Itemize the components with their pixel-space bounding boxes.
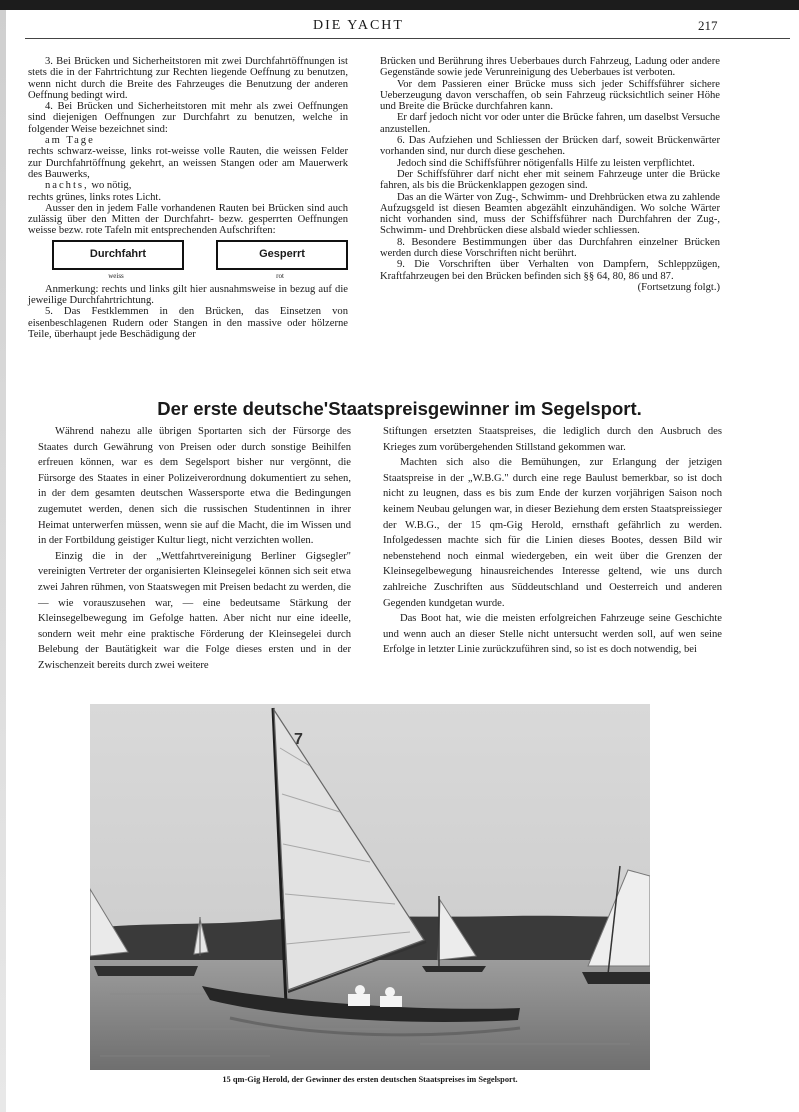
article-column-right xyxy=(383,424,722,658)
left-boat-hull xyxy=(94,966,198,976)
continuation-note: (Fortsetzung folgt.) xyxy=(637,281,720,293)
rule-5-continuation: Brücken und Berührung ihres Ueberbaues durch Fahrzeug, Ladung oder andere Gegenstände sowie jede Verunreinigung des Ueberbaues ist verboten. xyxy=(380,56,720,79)
regulations-column-right xyxy=(380,56,720,293)
note-paragraph: Anmerkung: rechts und links gilt hier ausnahmsweise in bezug auf die jeweilige Durchfahrtrichtung. xyxy=(28,283,348,307)
article-paragraph: Das Boot hat, wie die meisten erfolgreichen Fahrzeuge seine Geschichte und wenn auch an dieser Stelle nicht untersucht werden soll, auf wen seine Erfolge in letzter Linie zurückzuführen sind, so ist es doch notwendig, bei xyxy=(383,613,722,656)
sign-durchfahrt: Durchfahrt xyxy=(52,240,184,270)
testing-paragraph: Er darf jedoch nicht vor oder unter die Brücke fahren, um daselbst Versuche anzustellen. xyxy=(380,112,720,135)
right-boat-hull xyxy=(582,972,650,984)
rule-3-paragraph: 3. Bei Brücken und Sicherheitstoren mit zwei Durchfahrtöffnungen ist stets die in der Fahrtrichtung zur Rechten liegende Oeffnung zu benutzen, wenn nicht durch die Breite des Fahrzeuges die Benutzung der anderen Oeffnung bedingt wird. xyxy=(28,56,348,101)
article-headline: Der erste deutsche'Staatspreisgewinner im Segelsport. xyxy=(157,398,642,419)
header-rule xyxy=(25,38,790,39)
sign-durchfahrt-caption: weiss xyxy=(108,271,124,280)
scan-top-border xyxy=(0,0,799,10)
sail-number: 7 xyxy=(294,731,303,748)
article-paragraph: Stiftungen ersetzten Staatspreises, die lediglich durch den Ausbruch des Krieges zum vorübergehenden Stillstand gekommen war. xyxy=(383,426,722,453)
scan-left-edge xyxy=(0,10,6,1112)
sailing-photo-drawing xyxy=(90,704,650,1070)
waiting-paragraph: Der Schiffsführer darf nicht eher mit seinem Fahrzeuge unter die Brücke fahren, als bis die Brückenklappen gezogen sind. xyxy=(380,168,720,192)
day-heading: am Tage xyxy=(44,135,95,147)
sign-gesperrt: Gesperrt xyxy=(216,240,348,270)
sign-gesperrt-caption: rot xyxy=(276,271,284,280)
sign-examples xyxy=(28,240,348,282)
night-qualifier: wo nötig, xyxy=(88,180,132,192)
article-column-left xyxy=(38,424,351,674)
day-marking-text: rechts schwarz-weisse, links rot-weisse volle Rauten, die weissen Felder zur Durchfahrtöffnung gekehrt, an weissen Stangen oder am Mauerwerk des Bauwerks, xyxy=(28,146,348,180)
rule-8-paragraph: 8. Besondere Bestimmungen über das Durchfahren einzelner Brücken werden durch diese Vorschriften nicht berührt. xyxy=(380,236,720,260)
running-head-title: DIE YACHT xyxy=(313,18,404,33)
toll-paragraph: Das an die Wärter von Zug-, Schwimm- und Drehbrücken etwa zu zahlende Aufzugsgeld ist diesen Beamten abgezählt einzuhändigen. Wo solche Wärter nicht vorhanden sind, muss der Schiffsführer nach Durchfahren der Zug-, Schwimm- und Drehbrücken diese alsbald wieder schliessen. xyxy=(380,191,720,237)
middle-boat-hull xyxy=(422,966,486,972)
photo-caption: 15 qm-Gig Herold, der Gewinner des ersten deutschen Staatspreises im Segelsport. xyxy=(222,1075,518,1084)
night-heading: nachts, xyxy=(44,180,89,192)
rule-9-paragraph: 9. Die Vorschriften über Verhalten von Dampfern, Schleppzügen, Kraftfahrzeugen bei den Brücken befinden sich §§ 64, 80, 86 und 87. xyxy=(380,259,720,282)
rule-6-paragraph: 6. Das Aufziehen und Schliessen der Brücken darf, soweit Brückenwärter vorhanden sind, nur durch diese geschehen. xyxy=(380,135,720,158)
sailor-head xyxy=(355,985,365,995)
article-paragraph: Machten sich also die Bemühungen, zur Erlangung der jetzigen Staatspreise in der „W.B.G." durch eine rege Baulust bemerkbar, so ist doch nicht zu leugnen, dass es bis zum Ende der kurzen vorjährigen Saison noch keinem Neubau gelungen war, in dieser Beziehung dem ersten Staatspreissieger der W.B.G., der 15 qm-Gig Herold, ernsthaft gefährlich zu werden. Infolgedessen machte sich für die Linien dieses Bootes, dessen Bild wir nebenstehend noch einmal wiedergeben, ein weit über die Grenzen der Kleinsegelbewegung hinausreichendes Interesse geltend, wie uns durch zahlreiche Zuschriften aus Süddeutschland und Oesterreich und anderen Gegenden kundgetan wurde. xyxy=(383,457,722,609)
help-paragraph: Jedoch sind die Schiffsführer nötigenfalls Hilfe zu leisten verpflichtet. xyxy=(396,157,695,169)
sailor xyxy=(348,994,370,1006)
sailor xyxy=(380,996,402,1007)
sailing-photo xyxy=(90,704,650,1070)
rule-4-paragraph: 4. Bei Brücken und Sicherheitstoren mit mehr als zwei Oeffnungen sind diejenigen Oeffnungen zur Durchfahrt zu benutzen, welche in folgender Weise bezeichnet sind: xyxy=(28,101,348,135)
regulations-column-left xyxy=(28,56,348,340)
passing-paragraph: Vor dem Passieren einer Brücke muss sich jeder Schiffsführer sichere Ueberzeugung davon verschaffen, ob sein Fahrzeug rücksichtlich seiner Höhe und Breite die Brücke durchfahren kann. xyxy=(380,78,720,113)
rule-5-paragraph: 5. Das Festklemmen in den Brücken, das Einsetzen von eisenbeschlagenen Rudern oder Stangen in den massive oder hölzerne Teile, überhaupt jede Beschädigung der xyxy=(28,306,348,340)
page-number: 217 xyxy=(698,18,718,33)
night-marking-text: rechts grünes, links rotes Licht. xyxy=(28,191,161,203)
boards-paragraph: Ausser den in jedem Falle vorhandenen Rauten bei Brücken sind auch zulässig über den Mitten der Durchfahrt- bezw. gesperrten Oeffnungen weisse bezw. rote Tafeln mit entsprechenden Aufschriften: xyxy=(28,202,348,237)
article-paragraph: Einzig die in der „Wettfahrtvereinigung Berliner Gigsegler" vereinigten Vertreter der organisierten Kleinsegelei können sich seit etwa zwei Jahren rühmen, von Staatswegen mit Preisen bedacht zu werden, die — wie vorauszusehen war, — eine bedeutsame Stärkung der Kleinsegelbewegung im Gefolge hatten. Aber nicht nur eine ideelle, sondern weit mehr eine praktische Förderung der Kleinsegelei durch Belebung der Bautätigkeit war die Folge dieses ersten und in der Zwischenzeit bereits durch zwei weitere xyxy=(38,550,352,671)
sailor-head xyxy=(385,987,395,997)
article-paragraph: Während nahezu alle übrigen Sportarten sich der Fürsorge des Staates durch Gewährung von Preisen oder durch sonstige Beihilfen erfreuen können, war es dem Segelsport bisher nur vergönnt, die Fürsorge des Staates in einer Polizeiverordnung dokumentiert zu sehen, in der dem gesamten deutschen Wassersporte etwa die Bedingungen zugemutet werden, denen sich die russischen Studentinnen in ihrer Heimat unterwerfen müssen, wenn sie auf die Macht, die im Wissen und in der Fortbildung geistiger Kultur liegt, nicht verzichten wollen. xyxy=(38,426,351,547)
